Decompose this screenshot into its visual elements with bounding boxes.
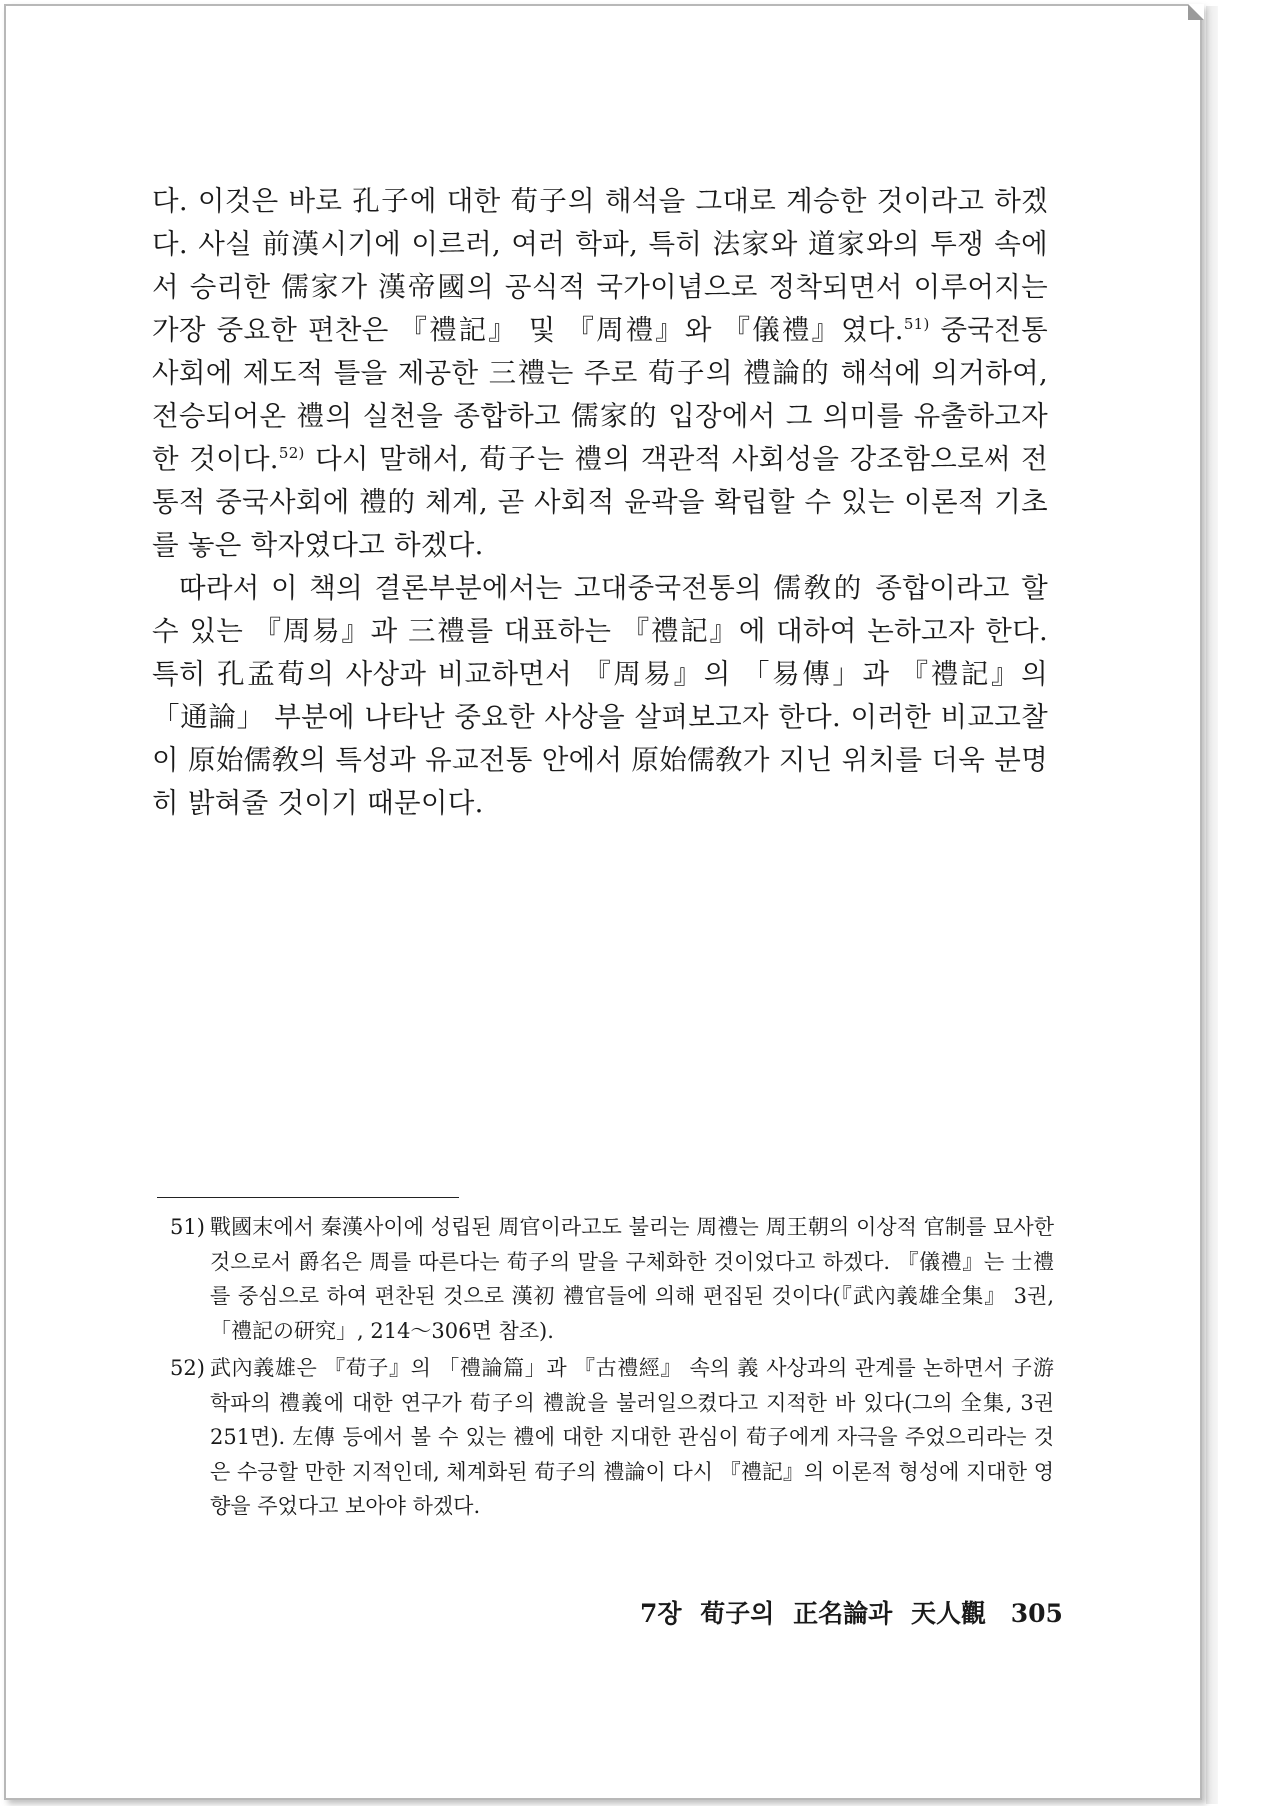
footnote-text: 武內義雄은 『荀子』의 「禮論篇」과 『古禮經』 속의 義 사상과의 관계를 논하면서 子游학파의 禮義에 대한 연구가 荀子의 禮說을 불러일으켰다고 지적한 바 있다(그의 全集, 3권 251면). 左傳 등에서 볼 수 있는 禮에 대한 지대한 관심이 荀子에게 자극을 주었으리라는 것은 수긍할 만한 지적인데, 체계화된 荀子의 禮論이 다시 『禮記』의 이론적 형성에 지대한 영향을 주었다고 보아야 하겠다. bbox=[210, 1356, 1054, 1518]
footnote-52 bbox=[170, 1351, 1054, 1524]
page-number: 305 bbox=[1010, 1599, 1063, 1628]
footnote-text: 戰國末에서 秦漢사이에 성립된 周官이라고도 불리는 周禮는 周王朝의 이상적 官制를 묘사한 것으로서 爵名은 周를 따른다는 荀子의 말을 구체화한 것이었다고 하겠다. 『儀禮』는 士禮를 중심으로 하여 편찬된 것으로 漢初 禮官들에 의해 편집된 것이다(『武內義雄全集』 3권, 「禮記の研究」, 214～306면 참조). bbox=[210, 1215, 1054, 1343]
footer-title-part3: 天人觀 bbox=[911, 1599, 987, 1628]
footer-chapter: 7장 bbox=[640, 1599, 682, 1628]
footer-title-part1: 荀子의 bbox=[700, 1599, 775, 1628]
footnote-ref-52: 52) bbox=[278, 444, 305, 462]
body-paragraph-2: 따라서 이 책의 결론부분에서는 고대중국전통의 儒敎的 종합이라고 할 수 있는 『周易』과 三禮를 대표하는 『禮記』에 대하여 논하고자 한다. 특히 孔孟荀의 사상과 비교하면서 『周易』의 「易傳」과 『禮記』의 「通論」 부분에 나타난 중요한 사상을 살펴보고자 한다. 이러한 비교고찰이 原始儒敎의 특성과 유교전통 안에서 原始儒敎가 지닌 위치를 더욱 분명히 밝혀줄 것이기 때문이다. bbox=[152, 572, 1048, 819]
body-paragraph-1 bbox=[152, 180, 1048, 567]
page-edge bbox=[1206, 6, 1218, 1804]
footer-title-part2: 正名論과 bbox=[793, 1599, 893, 1628]
body-text-segment-1: 다. 이것은 바로 孔子에 대한 荀子의 해석을 그대로 계승한 것이라고 하겠다. 사실 前漢시기에 이르러, 여러 학파, 특히 法家와 道家와의 투쟁 속에서 승리한 儒家가 漢帝國의 공식적 국가이념으로 정착되면서 이루어지는 가장 중요한 편찬은 『禮記』 및 『周禮』와 『儀禮』였다. bbox=[152, 185, 1048, 346]
footnote-number: 51) bbox=[170, 1215, 205, 1239]
main-body-text bbox=[152, 180, 1048, 825]
footnotes bbox=[170, 1210, 1054, 1527]
footnote-51 bbox=[170, 1210, 1054, 1348]
folded-corner bbox=[1188, 4, 1204, 20]
footnote-separator bbox=[157, 1197, 459, 1198]
footnote-ref-51: 51) bbox=[903, 315, 930, 333]
footnote-number: 52) bbox=[170, 1356, 205, 1380]
body-text-segment-2: 중국전통 사회에 제도적 틀을 제공한 三禮는 주로 荀子의 禮論的 해석에 의거하여, 전승되어온 禮의 실천을 종합하고 儒家的 입장에서 그 의미를 유출하고자 한 것이다. bbox=[152, 314, 1048, 475]
body-text-segment-3: 다시 말해서, 荀子는 禮의 객관적 사회성을 강조함으로써 전통적 중국사회에 禮的 체계, 곧 사회적 윤곽을 확립할 수 있는 이론적 기초를 놓은 학자였다고 하겠다. bbox=[152, 443, 1049, 561]
running-footer bbox=[640, 1594, 1063, 1630]
